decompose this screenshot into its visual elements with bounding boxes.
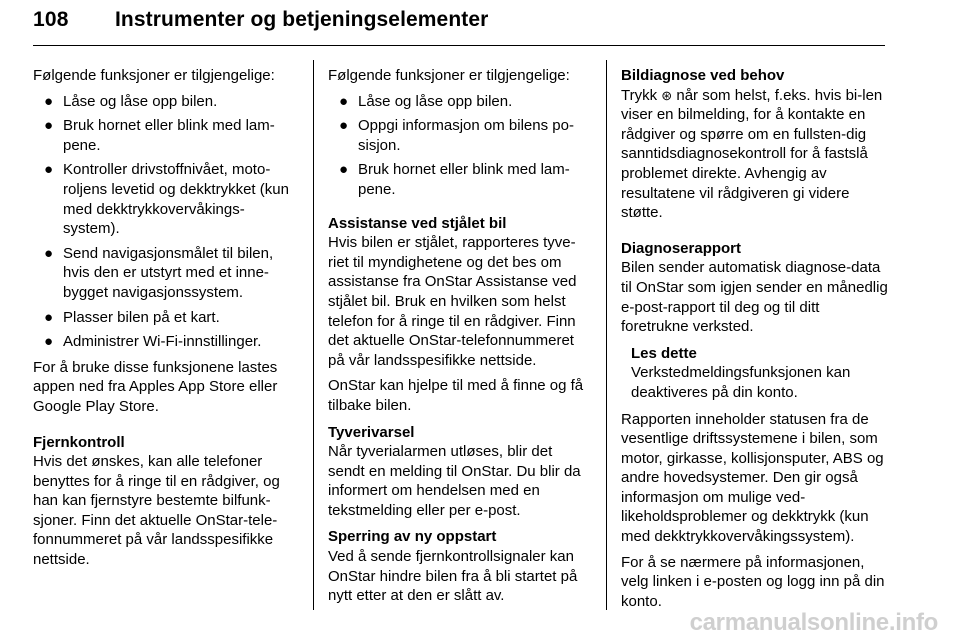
col2-bullet-list <box>328 92 592 200</box>
list-item: ● Administrer Wi-Fi-innstillinger. <box>44 333 262 351</box>
list-item: ● Bruk hornet eller blink med lam-pene. <box>44 117 275 154</box>
list-item: ● Kontroller drivstoffnivået, moto-roljens levetid og dekktrykket (kun med dekktrykkovervåkings-system). <box>44 161 289 238</box>
diagnosis-text: Trykk ⊛ når som helst, f.eks. hvis bi-len viser en bilmelding, for å kontakte en rådgiver og spørre om en fullsten-dig sanntidsdiagnosekontroll for å fastslå problemet direkte. Avhengig av resultatene vil rådgiveren gi videre støtte. <box>621 86 883 222</box>
list-item: ● Oppgi informasjon om bilens po-sisjon. <box>339 117 574 154</box>
bullet-icon: ● <box>44 92 54 110</box>
page-title: Instrumenter og betjeningselementer <box>115 8 489 31</box>
onstar-button-icon: ⊛ <box>661 87 673 103</box>
column-1 <box>33 66 301 577</box>
column-2 <box>328 66 592 613</box>
report-text-3: For å se nærmere på informasjonen, velg linken i e-posten og logg inn på din konto. <box>621 553 885 610</box>
list-item: ● Send navigasjonsmålet til bilen, hvis den er utstyrt med et inne-bygget navigasjonssystem. <box>44 244 274 301</box>
theft-heading: Assistanse ved stjålet bil <box>328 214 507 232</box>
col1-intro: Følgende funksjoner er tilgjengelige: <box>33 67 275 84</box>
remote-heading: Fjernkontroll <box>33 433 125 451</box>
column-divider-1 <box>313 60 314 610</box>
alarm-section <box>328 423 592 521</box>
note-heading: Les dette <box>631 344 697 362</box>
block-start-text: Ved å sende fjernkontrollsignaler kan OnStar hindre bilen fra å bli startet på nytt etter at den er slått av. <box>328 548 578 605</box>
block-start-heading: Sperring av ny oppstart <box>328 528 497 546</box>
diagnosis-section <box>621 66 889 223</box>
column-divider-2 <box>606 60 607 610</box>
col1-paragraph: For å bruke disse funksjonene lastes appen ned fra Apples App Store eller Google Play Store. <box>33 358 278 415</box>
alarm-text: Når tyverialarmen utløses, blir det sendt en melding til OnStar. Du blir da informert om hendelsen med en tekstmelding eller per e-post. <box>328 443 581 519</box>
bullet-icon: ● <box>44 161 54 179</box>
bullet-icon: ● <box>339 161 349 179</box>
theft-text: Hvis bilen er stjålet, rapporteres tyve-riet til myndighetene og det bes om assistanse fra OnStar Assistanse ved stjålet bil. Bruk en hvilken som helst telefon for å ringe til en rådgiver. Finn det aktuelle OnStar-telefonnummeret på vår landsspesifikke nettside. <box>328 234 577 369</box>
bullet-icon: ● <box>339 92 349 110</box>
report-heading: Diagnoserapport <box>621 239 742 257</box>
watermark: carmanualsonline.info <box>689 609 938 636</box>
theft-text-2: OnStar kan hjelpe til med å finne og få tilbake bilen. <box>328 377 584 414</box>
bullet-icon: ● <box>44 244 54 262</box>
page-header <box>33 6 885 46</box>
bullet-icon: ● <box>339 117 349 135</box>
list-item: ● Plasser bilen på et kart. <box>44 308 220 326</box>
note-box <box>621 344 889 403</box>
alarm-heading: Tyverivarsel <box>328 423 415 441</box>
note-text: Verkstedmeldingsfunksjonen kan deaktiveres på din konto. <box>631 364 851 401</box>
bullet-icon: ● <box>44 308 54 326</box>
report-text: Bilen sender automatisk diagnose-data til OnStar som igjen sender en månedlig e-post-rapport til deg og til ditt foretrukne verksted. <box>621 259 888 336</box>
bullet-icon: ● <box>44 117 54 135</box>
remote-section <box>33 433 301 570</box>
list-item: ● Låse og låse opp bilen. <box>44 92 218 110</box>
diagnosis-heading: Bildiagnose ved behov <box>621 67 785 84</box>
theft-section <box>328 214 592 416</box>
col1-bullet-list <box>33 92 301 352</box>
bullet-icon: ● <box>44 333 54 351</box>
column-3 <box>621 66 889 617</box>
col2-intro: Følgende funksjoner er tilgjengelige: <box>328 67 570 84</box>
remote-text: Hvis det ønskes, kan alle telefoner benyttes for å ringe til en rådgiver, og han kan fjernstyre bestemte bilfunk-sjoner. Finn det aktuelle OnStar-tele-fonnummeret på vår landsspesifikke nettside. <box>33 453 280 569</box>
list-item: ● Låse og låse opp bilen. <box>339 92 513 110</box>
block-start-section <box>328 527 592 605</box>
list-item: ● Bruk hornet eller blink med lam-pene. <box>339 161 570 198</box>
page-number: 108 <box>33 8 69 31</box>
report-section <box>621 239 889 337</box>
report-text-2: Rapporten inneholder statusen fra de vesentlige driftssystemene i bilen, som motor, girkasse, kollisjonsputer, ABS og andre hovedsystemer. Den gir også informasjon om mulige ved-likeholdsproblemer og dekktrykk (kun med dekktrykkovervåkingssystem). <box>621 410 884 546</box>
